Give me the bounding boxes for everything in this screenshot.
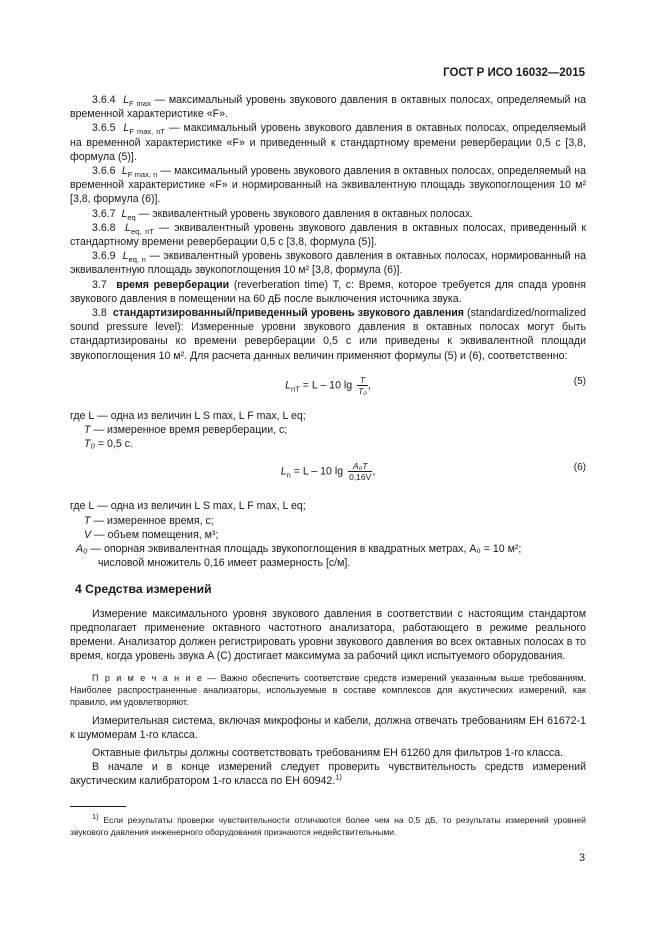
fraction-6: $\frac{\text{A₀T}}{0,16V}$ — [349, 461, 372, 483]
def-3-6-9: 3.6.9 $L_{eq, n}$ — эквивалентный уровень звукового давления в октавных полосах, нормированный на эквивалентную площадь звукопоглощения 10 м² [3,8, формула (6)]. — [70, 250, 586, 277]
doc-header: ГОСТ Р ИСО 16032—2015 — [443, 67, 585, 79]
where5-row-1: где L — одна из величин L S max, L F max, L eq; — [70, 409, 306, 422]
where6-row-4: A₀ — опорная эквивалентная площадь звукопоглощения в квадратных метрах, A₀ = 10 м²; — [76, 543, 522, 556]
def-3-6-4: 3.6.4 $L_{F max}$ — максимальный уровень звукового давления в октавных полосах, определяемый на временной характеристике «F». — [70, 94, 586, 121]
def-3-6-8: 3.6.8 $L_{eq, nT}$ — эквивалентный уровень звукового давления в октавных полосах, приведенный к стандартному времени реверберации 0,5 с [3,8, формула (5)]. — [70, 221, 586, 249]
footnote-ref: 1) — [335, 772, 342, 782]
where6-row-3: V — объем помещения, м³; — [84, 528, 219, 541]
fraction-5: $\frac{T}{\text{T₀}}$ — [358, 374, 367, 396]
page-number: 3 — [579, 852, 585, 864]
def-3-6-5: 3.6.5 $L_{F max, nT}$ — максимальный уровень звукового давления в октавных полосах, определяемый на временной характеристике «F» и приведенный к стандартному времени реверберации 0,5 с [3,8, формула (5)]. — [70, 122, 586, 163]
section-4-paragraph-3: Октавные фильтры должны соответствовать требованиям ЕН 61260 для фильтров 1-го класса. — [92, 746, 564, 759]
def-3-7: 3.7 время реверберации (reverberation time) T, c: Время, которое требуется для спада уровня звукового давления в помещении на 60 дБ после выключения источника звука. — [70, 278, 587, 305]
where5-row-2: T — измеренное время реверберации, с; — [84, 424, 288, 437]
section-4-paragraph-2: Измерительная система, включая микрофоны и кабели, должна отвечать требованиям ЕН 61672-1 к шумомерам 1-го класса. — [70, 714, 586, 741]
where6-row-2: T — измеренное время, с; — [84, 514, 214, 527]
def-3-6-6: 3.6.6 $L_{F max, n}$ — максимальный уровень звукового давления в октавных полосах, определяемый на временной характеристике «F» и нормированный на эквивалентную площадь звукопоглощения 10 м² [3,8, формула (6)]. — [70, 165, 586, 206]
where6-row-5: числовой множитель 0,16 имеет размерность [с/м]. — [98, 557, 351, 570]
document-body — [70, 93, 586, 789]
footnote-separator — [70, 806, 126, 807]
def-3-6-7: 3.6.7 $L_{eq}$ — эквивалентный уровень звукового давления в октавных полосах. — [92, 207, 474, 222]
formula-6: $L_n = L - 10$ lg $\frac{\text{A₀T}}{0,16V}$ , (6) — [280, 461, 586, 483]
where5-row-3: T₀ = 0,5 с. — [84, 438, 133, 451]
formula-5-number: (5) — [573, 375, 586, 387]
where-list-6 — [70, 499, 586, 570]
note: П р и м е ч а н и е — Важно обеспечить соответствие средств измерений указанным выше требованиям. Наиболее распространенные анализаторы, используемые в составе комплексов для акустических измерений, как правило, им удовлетворяют. — [70, 672, 586, 707]
section-4-title: 4 Средства измерений — [75, 582, 212, 597]
where-list-5 — [70, 409, 586, 452]
section-4-paragraph-4: В начале и в конце измерений следует проверить чувствительность средств измерений акустическим калибратором 1-го класса по ЕН 60942.$^{1)}$ — [70, 761, 586, 788]
formula-6-number: (6) — [573, 462, 586, 474]
where6-row-1: где L — одна из величин L S max, L F max, L eq; — [70, 500, 306, 513]
section-4-paragraph-1: Измерение максимального уровня звукового давления в соответствии с настоящим стандартом предполагает применение октавного частотного анализатора, работающего в режиме реального времени. Анализатор должен регистрировать уровни звукового давления во всех октавных полосах в то время, когда уровень звука A (C) достигает максимума за рабочий цикл испытуемого оборудования. — [70, 607, 586, 663]
def-3-8: 3.8 стандартизированный/приведенный уровень звукового давления (standardized/normalized sound pressure level): Измеренные уровни звукового давления в октавных полосах могут быть стандартизированы ко времени реверберации 0,5 с или приведены к эквивалентной площади звукопоглощения 10 м². Для расчета данных величин применяют формулы (5) и (6), соответственно: — [70, 307, 586, 362]
footnote: $^{1)}$ Если результаты проверки чувствительности отличаются более чем на 0,5 дБ, то результаты измерений уровней звукового давления инженерного оборудования признаются недействительными. — [70, 812, 586, 837]
formula-5: $L_{nT} = L - 10$ lg $\frac{T}{\text{T₀}}$ , (5) — [285, 374, 586, 396]
